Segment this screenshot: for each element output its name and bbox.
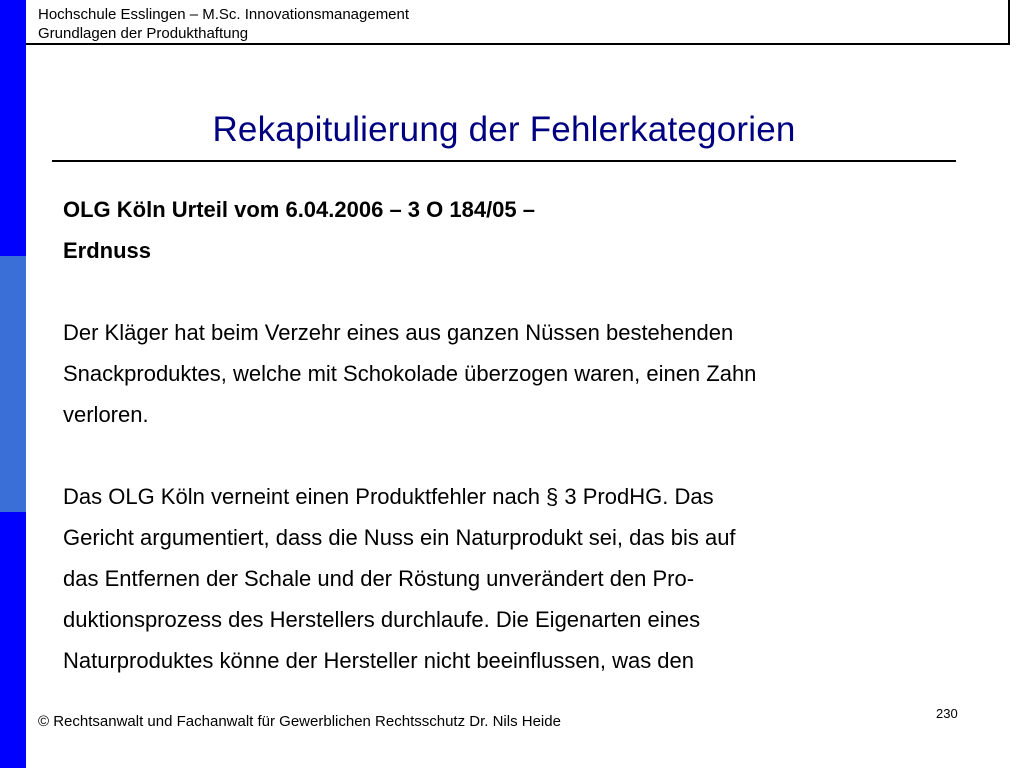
slide-content: [63, 189, 983, 681]
left-accent-bar-top: [0, 0, 26, 256]
paragraph2-line: Gericht argumentiert, dass die Nuss ein Naturprodukt sei, das bis auf: [63, 525, 736, 550]
paragraph1-line: Der Kläger hat beim Verzehr eines aus ganzen Nüssen bestehenden: [63, 320, 734, 345]
slide-title: Rekapitulierung der Fehlerkategorien: [212, 110, 796, 149]
page-number: 230: [936, 706, 958, 721]
paragraph2-line: Das OLG Köln verneint einen Produktfehler nach § 3 ProdHG. Das: [63, 484, 714, 509]
paragraph2-line: das Entfernen der Schale und der Röstung unverändert den Pro-: [63, 566, 695, 591]
header-divider: [26, 43, 1010, 45]
paragraph-spacer: [63, 435, 983, 476]
case-heading-line1: OLG Köln Urteil vom 6.04.2006 – 3 O 184/05 –: [63, 197, 536, 222]
slide-header: [38, 5, 409, 43]
paragraph1-line: Snackproduktes, welche mit Schokolade überzogen waren, einen Zahn: [63, 361, 757, 386]
case-heading-line2: Erdnuss: [63, 238, 152, 263]
header-institution: Hochschule Esslingen – M.Sc. Innovationsmanagement: [38, 6, 410, 23]
paragraph2-line: duktionsprozess des Herstellers durchlaufe. Die Eigenarten eines: [63, 607, 701, 632]
header-vertical-divider: [1008, 0, 1010, 45]
title-underline: [52, 160, 956, 162]
left-accent-bar-middle: [0, 256, 26, 512]
left-accent-bar-bottom: [0, 512, 26, 768]
paragraph1-line: verloren.: [63, 402, 149, 427]
slide-footer-copyright: © Rechtsanwalt und Fachanwalt für Gewerblichen Rechtsschutz Dr. Nils Heide: [38, 713, 561, 730]
paragraph-spacer: [63, 271, 983, 312]
header-course: Grundlagen der Produkthaftung: [38, 25, 249, 42]
paragraph2-line: Naturproduktes könne der Hersteller nicht beeinflussen, was den: [63, 648, 695, 673]
